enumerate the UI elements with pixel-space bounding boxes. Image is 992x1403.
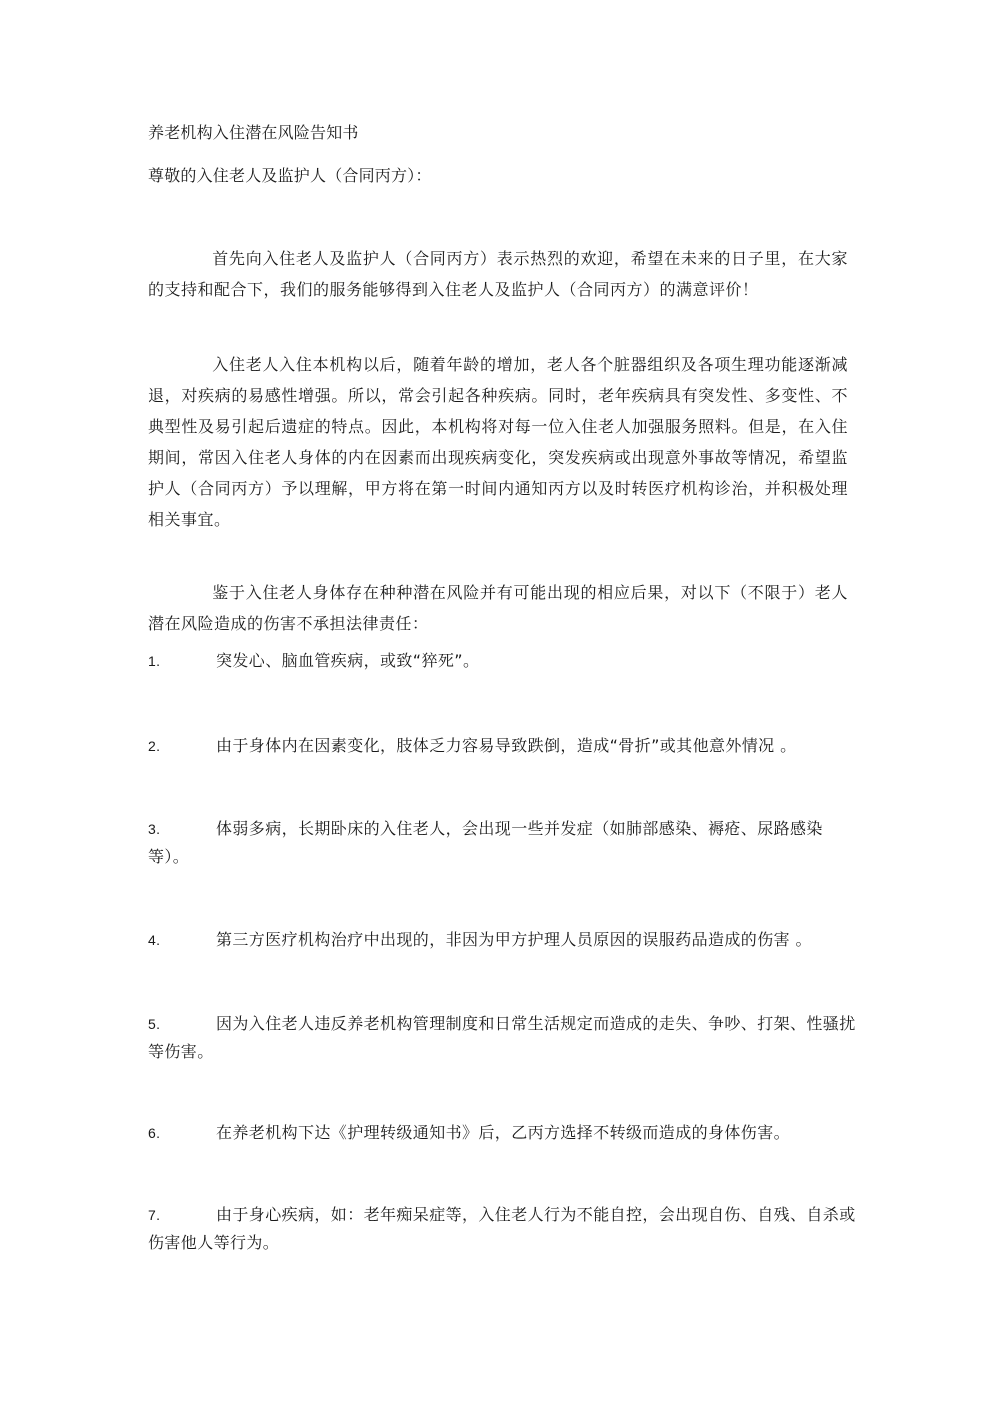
paragraph-welcome (148, 243, 848, 305)
salutation: 尊敬的入住老人及监护人（合同丙方）： (148, 166, 432, 185)
list-item-number: 7. (148, 1207, 161, 1223)
list-item-text: 体弱多病，长期卧床的入住老人，会出现一些并发症（如肺部感染、褥疮、尿路感染等）。 (148, 819, 823, 866)
list-item-number: 3. (148, 821, 161, 837)
list-item-number: 4. (148, 932, 161, 948)
list-item-number: 6. (148, 1125, 161, 1141)
list-item (148, 926, 858, 954)
list-item-number: 1. (148, 653, 161, 669)
list-item-text: 在养老机构下达《护理转级通知书》后，乙丙方选择不转级而造成的身体伤害。 (216, 1123, 791, 1142)
paragraph-risk-explanation-text: 入住老人入住本机构以后，随着年龄的增加，老人各个脏器组织及各项生理功能逐渐减退，对疾病的易感性增强。所以，常会引起各种疾病。同时，老年疾病具有突发性、多变性、不典型性及易引起后遗症的特点。因此，本机构将对每一位入住老人加强服务照料。但是，在入住期间，常因入住老人身体的内在因素而出现疾病变化，突发疾病或出现意外事故等情况，希望监护人（合同丙方）予以理解，甲方将在第一时间内通知丙方以及时转医疗机构诊治，并积极处理相关事宜。 (148, 355, 848, 529)
list-item-text: 突发心、脑血管疾病，或致“猝死”。 (216, 651, 480, 670)
paragraph-risk-explanation (148, 349, 848, 535)
document-title: 养老机构入住潜在风险告知书 (148, 123, 359, 142)
paragraph-disclaimer-intro (148, 577, 848, 639)
list-item (148, 1119, 858, 1147)
list-item-number: 2. (148, 738, 161, 754)
list-item (148, 732, 858, 760)
list-item-text: 由于身体内在因素变化，肢体乏力容易导致跌倒，造成“骨折”或其他意外情况 。 (216, 736, 797, 755)
paragraph-welcome-text: 首先向入住老人及监护人（合同丙方）表示热烈的欢迎，希望在未来的日子里，在大家的支持和配合下，我们的服务能够得到入住老人及监护人（合同丙方）的满意评价！ (148, 249, 848, 299)
list-item (148, 1010, 858, 1066)
list-item (148, 815, 858, 871)
list-item-text: 由于身心疾病，如：老年痴呆症等，入住老人行为不能自控，会出现自伤、自残、自杀或伤害他人等行为。 (148, 1205, 856, 1252)
list-item-text: 第三方医疗机构治疗中出现的，非因为甲方护理人员原因的误服药品造成的伤害 。 (216, 930, 812, 949)
list-item (148, 1201, 858, 1257)
list-item-number: 5. (148, 1016, 161, 1032)
list-item-text: 因为入住老人违反养老机构管理制度和日常生活规定而造成的走失、争吵、打架、性骚扰等伤害。 (148, 1014, 856, 1061)
list-item (148, 647, 858, 675)
paragraph-disclaimer-intro-text: 鉴于入住老人身体存在种种潜在风险并有可能出现的相应后果，对以下（不限于）老人潜在风险造成的伤害不承担法律责任： (148, 583, 848, 633)
